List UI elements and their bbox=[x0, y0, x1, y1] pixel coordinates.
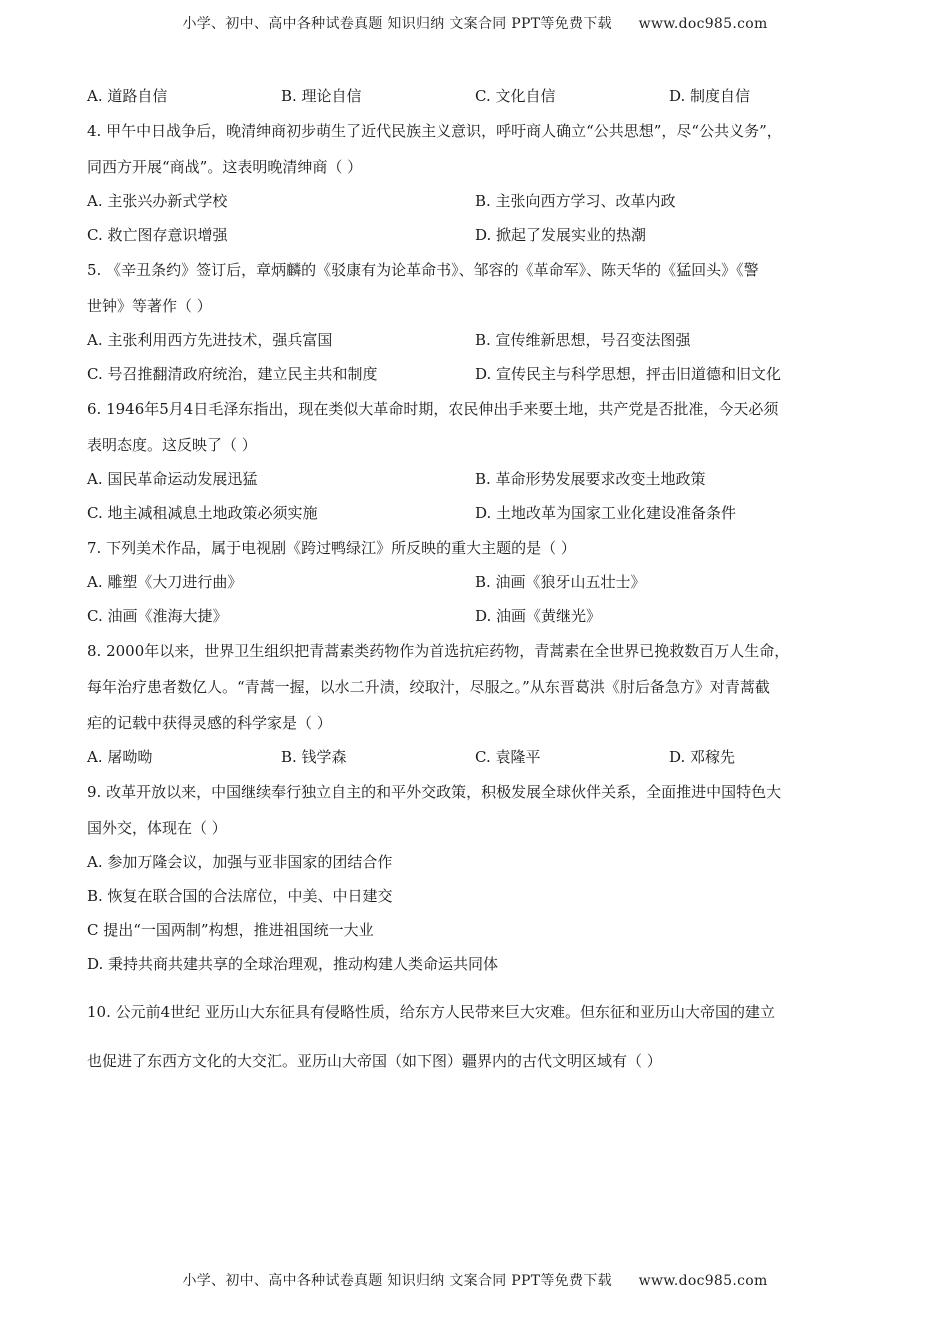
q8-option-d: D. 邓稼先 bbox=[669, 748, 736, 766]
q5-stem bbox=[87, 260, 867, 316]
page-footer bbox=[0, 1270, 950, 1290]
q7-option-b: B. 油画《狼牙山五壮士》 bbox=[475, 573, 646, 591]
page-header bbox=[0, 13, 950, 33]
q3-option-c: C. 文化自信 bbox=[475, 87, 556, 105]
q8-options bbox=[87, 747, 867, 767]
q9-option-c: C 提出“一国两制”构想，推进祖国统一大业 bbox=[87, 921, 374, 939]
q4-stem-line-1: 4. 甲午中日战争后，晚清绅商初步萌生了近代民族主义意识，呼吁商人确立“公共思想”，尽“公共义务”， bbox=[87, 122, 782, 140]
exam-content bbox=[87, 86, 867, 1071]
q5-options-row-2 bbox=[87, 364, 867, 384]
q8-option-b: B. 钱学森 bbox=[281, 748, 347, 766]
q8-option-a: A. 屠呦呦 bbox=[87, 748, 153, 766]
q9-stem bbox=[87, 782, 867, 838]
q3-option-a: A. 道路自信 bbox=[87, 87, 168, 105]
q6-options-row-1 bbox=[87, 469, 867, 489]
q7-option-a: A. 雕塑《大刀进行曲》 bbox=[87, 573, 243, 591]
q5-stem-line-2: 世钟》等著作（ ） bbox=[87, 297, 212, 315]
q10-stem bbox=[87, 1002, 867, 1071]
q8-stem-line-1: 8. 2000年以来，世界卫生组织把青蒿素类药物作为首选抗疟药物，青蒿素在全世界已挽救数百万人生命， bbox=[87, 642, 790, 660]
q7-options-row-2 bbox=[87, 606, 867, 626]
q8-stem-line-3: 疟的记载中获得灵感的科学家是（ ） bbox=[87, 714, 332, 732]
q5-option-b: B. 宣传维新思想，号召变法图强 bbox=[475, 331, 691, 349]
header-url[interactable]: www.doc985.com bbox=[638, 16, 768, 32]
q7-stem bbox=[87, 538, 867, 558]
q6-option-b: B. 革命形势发展要求改变土地政策 bbox=[475, 470, 706, 488]
q4-option-b: B. 主张向西方学习、改革内政 bbox=[475, 192, 676, 210]
q8-option-c: C. 袁隆平 bbox=[475, 748, 541, 766]
q9-option-d: D. 秉持共商共建共享的全球治理观，推动构建人类命运共同体 bbox=[87, 955, 499, 973]
q4-stem-line-2: 同西方开展“商战”。这表明晚清绅商（ ） bbox=[87, 158, 363, 176]
q6-option-a: A. 国民革命运动发展迅猛 bbox=[87, 470, 258, 488]
q6-option-c: C. 地主减租减息土地政策必须实施 bbox=[87, 504, 318, 522]
q5-stem-line-1: 5. 《辛丑条约》签订后，章炳麟的《驳康有为论革命书》、邹容的《革命军》、陈天华的《猛回头》《警 bbox=[87, 261, 759, 279]
q3-options bbox=[87, 86, 867, 106]
header-text: 小学、初中、高中各种试卷真题 知识归纳 文案合同 PPT等免费下载 bbox=[182, 16, 612, 32]
q5-option-d: D. 宣传民主与科学思想，抨击旧道德和旧文化 bbox=[475, 365, 782, 383]
q6-stem-line-1: 6. 1946年5月4日毛泽东指出，现在类似大革命时期，农民伸出手来要土地，共产党是否批准，今天必须 bbox=[87, 400, 779, 418]
q7-stem-line-1: 7. 下列美术作品，属于电视剧《跨过鸭绿江》所反映的重大主题的是（ ） bbox=[87, 539, 576, 557]
q5-options-row-1 bbox=[87, 330, 867, 350]
q3-option-b: B. 理论自信 bbox=[281, 87, 362, 105]
q9-stem-line-1: 9. 改革开放以来，中国继续奉行独立自主的和平外交政策，积极发展全球伙伴关系，全面推进中国特色大 bbox=[87, 783, 782, 801]
q4-options-row-2 bbox=[87, 225, 867, 245]
q9-option-a: A. 参加万隆会议，加强与亚非国家的团结合作 bbox=[87, 853, 393, 871]
q5-option-c: C. 号召推翻清政府统治，建立民主共和制度 bbox=[87, 365, 378, 383]
q9-stem-line-2: 国外交，体现在（ ） bbox=[87, 819, 227, 837]
q9-option-b: B. 恢复在联合国的合法席位，中美、中日建交 bbox=[87, 887, 393, 905]
q6-stem bbox=[87, 399, 867, 455]
q4-stem bbox=[87, 121, 867, 177]
q4-option-a: A. 主张兴办新式学校 bbox=[87, 192, 228, 210]
q8-stem bbox=[87, 641, 867, 733]
q7-options-row-1 bbox=[87, 572, 867, 592]
footer-url[interactable]: www.doc985.com bbox=[638, 1273, 768, 1289]
q4-options-row-1 bbox=[87, 191, 867, 211]
q6-option-d: D. 土地改革为国家工业化建设准备条件 bbox=[475, 504, 737, 522]
q5-option-a: A. 主张利用西方先进技术，强兵富国 bbox=[87, 331, 333, 349]
q6-options-row-2 bbox=[87, 503, 867, 523]
q7-option-d: D. 油画《黄继光》 bbox=[475, 607, 602, 625]
footer-text: 小学、初中、高中各种试卷真题 知识归纳 文案合同 PPT等免费下载 bbox=[182, 1273, 612, 1289]
q7-option-c: C. 油画《淮海大捷》 bbox=[87, 607, 228, 625]
q3-option-d: D. 制度自信 bbox=[669, 87, 751, 105]
q6-stem-line-2: 表明态度。这反映了（ ） bbox=[87, 436, 257, 454]
q4-option-d: D. 掀起了发展实业的热潮 bbox=[475, 226, 647, 244]
q8-stem-line-2: 每年治疗患者数亿人。“青蒿一握，以水二升渍，绞取汁，尽服之。”从东晋葛洪《肘后备急方》对青蒿截 bbox=[87, 678, 770, 696]
q10-stem-line-1: 10. 公元前4世纪 亚历山大东征具有侵略性质，给东方人民带来巨大灾难。但东征和亚历山大帝国的建立 bbox=[87, 1003, 775, 1021]
q4-option-c: C. 救亡图存意识增强 bbox=[87, 226, 228, 244]
q10-stem-line-2: 也促进了东西方文化的大交汇。亚历山大帝国（如下图）疆界内的古代文明区域有（ ） bbox=[87, 1052, 662, 1070]
